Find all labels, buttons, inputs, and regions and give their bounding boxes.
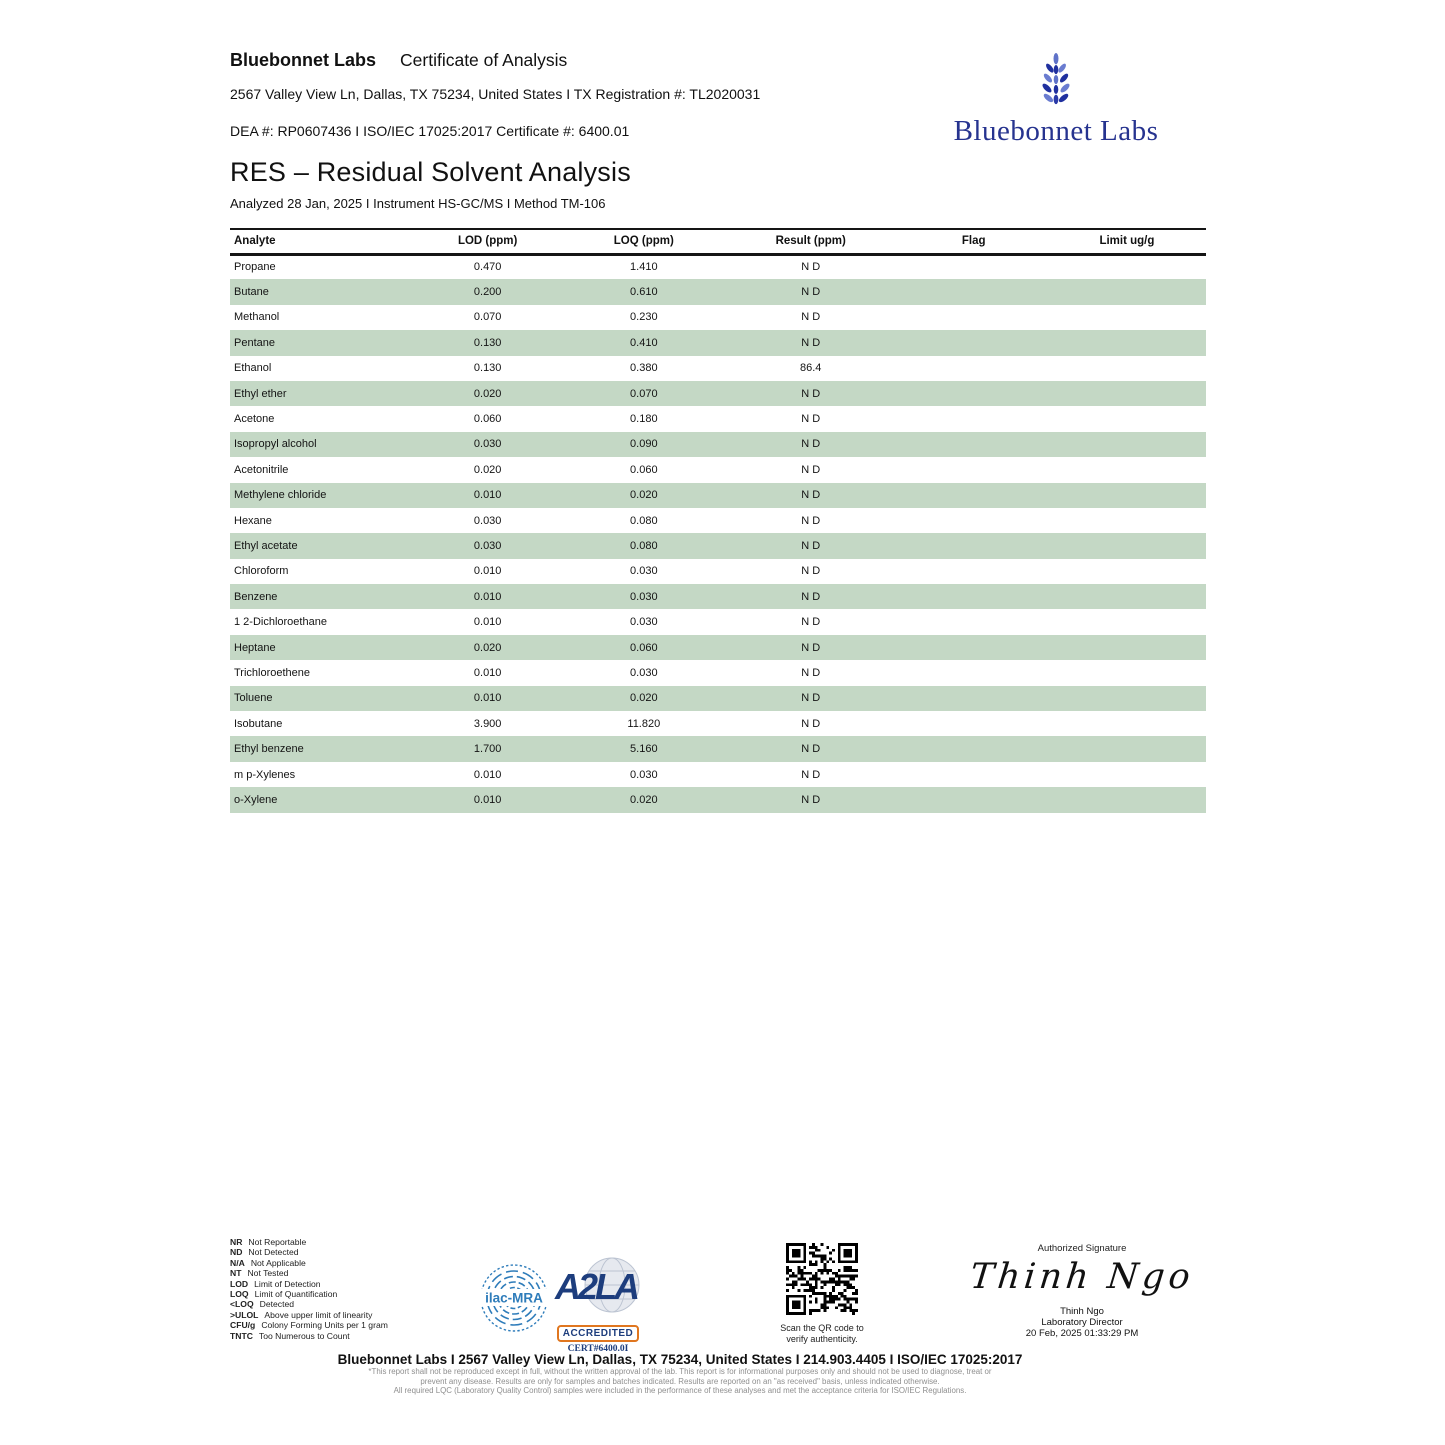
cell-loq: 0.060 xyxy=(630,463,658,476)
legend-item xyxy=(230,1320,388,1330)
cell-result: N D xyxy=(722,635,900,660)
table-row xyxy=(230,609,1206,634)
cell-lod: 0.020 xyxy=(473,463,502,476)
table-row xyxy=(230,736,1206,761)
cell-loq: 0.030 xyxy=(630,768,658,781)
cell-limit xyxy=(1048,279,1206,304)
legend-abbr: LOQ xyxy=(230,1289,249,1300)
cell-flag xyxy=(900,279,1048,304)
cell-loq: 0.020 xyxy=(566,787,722,812)
cell-flag xyxy=(900,584,1048,609)
cell-lod: 0.020 xyxy=(410,381,566,406)
cell-loq: 0.070 xyxy=(566,381,722,406)
table-header-row xyxy=(230,229,1206,254)
cell-analyte: o-Xylene xyxy=(230,787,410,812)
cell-result: N D xyxy=(801,413,821,426)
cell-limit xyxy=(1048,483,1206,508)
table-row xyxy=(230,787,1206,812)
cell-analyte: Benzene xyxy=(230,584,410,609)
cell-loq: 0.020 xyxy=(566,483,722,508)
cell-loq: 0.610 xyxy=(566,279,722,304)
cell-lod: 0.010 xyxy=(473,565,502,578)
legend-desc: Above upper limit of linearity xyxy=(264,1309,373,1320)
cell-lod: 0.470 xyxy=(473,261,502,274)
report-title-block xyxy=(230,157,631,211)
wheat-icon xyxy=(1035,52,1077,107)
cell-flag xyxy=(900,533,1048,558)
cell-result: N D xyxy=(801,514,821,527)
cell-loq: 0.230 xyxy=(630,311,658,324)
lab-logo xyxy=(928,52,1184,148)
cell-loq: 0.030 xyxy=(630,666,658,679)
cell-limit xyxy=(1048,254,1206,279)
qr-caption-line1: Scan the QR code to xyxy=(780,1323,864,1333)
cell-result: N D xyxy=(801,616,821,629)
legend-desc: Not Applicable xyxy=(250,1257,306,1268)
cell-loq: 0.030 xyxy=(566,584,722,609)
report-title: RES – Residual Solvent Analysis xyxy=(230,157,631,187)
table-row xyxy=(230,356,1206,381)
legend-item xyxy=(230,1289,388,1299)
cell-limit xyxy=(1048,533,1206,558)
signer-name: Thinh Ngo xyxy=(1060,1306,1104,1317)
cell-result: N D xyxy=(722,432,900,457)
cell-analyte: 1 2-Dichloroethane xyxy=(234,616,327,629)
table-row xyxy=(230,508,1206,533)
cell-flag xyxy=(900,483,1048,508)
cell-loq: 0.080 xyxy=(566,533,722,558)
cell-analyte: Acetonitrile xyxy=(234,463,289,476)
cell-flag xyxy=(900,508,1048,533)
col-header-lod: LOD (ppm) xyxy=(410,229,566,254)
cell-loq: 0.020 xyxy=(566,686,722,711)
cell-analyte: Ethyl ether xyxy=(230,381,410,406)
cell-analyte: Ethyl acetate xyxy=(230,533,410,558)
cell-lod: 0.010 xyxy=(473,616,502,629)
ilac-mra-logo xyxy=(478,1262,550,1334)
cell-flag xyxy=(900,305,1048,330)
cell-limit xyxy=(1048,584,1206,609)
cell-result: N D xyxy=(722,736,900,761)
cell-lod: 0.020 xyxy=(410,635,566,660)
cell-result: N D xyxy=(722,584,900,609)
cell-lod: 0.130 xyxy=(410,330,566,355)
cell-result: N D xyxy=(801,463,821,476)
cell-lod: 0.010 xyxy=(473,768,502,781)
cell-result: N D xyxy=(722,330,900,355)
lab-name: Bluebonnet Labs xyxy=(230,50,377,70)
legend-item xyxy=(230,1268,388,1278)
cell-analyte: Chloroform xyxy=(234,565,289,578)
legend-desc: Limit of Quantification xyxy=(254,1289,338,1300)
cell-analyte: Methylene chloride xyxy=(230,483,410,508)
authorized-signature-label: Authorized Signature xyxy=(1037,1243,1127,1254)
cell-analyte: Butane xyxy=(230,279,410,304)
legend-desc: Limit of Detection xyxy=(254,1278,321,1289)
legend-abbr: <LOQ xyxy=(230,1299,254,1310)
cell-analyte: m p-Xylenes xyxy=(234,768,296,781)
table-row xyxy=(230,330,1206,355)
legend-desc: Colony Forming Units per 1 gram xyxy=(261,1320,388,1331)
cell-result: N D xyxy=(801,666,821,679)
signature-block xyxy=(970,1243,1194,1339)
cell-lod: 0.010 xyxy=(473,666,502,679)
cell-analyte: Isopropyl alcohol xyxy=(230,432,410,457)
table-row xyxy=(230,762,1206,787)
cell-limit xyxy=(1048,635,1206,660)
table-row xyxy=(230,406,1206,431)
report-subtitle: Analyzed 28 Jan, 2025 I Instrument HS-GC/MS I Method TM-106 xyxy=(230,196,606,211)
cell-result: N D xyxy=(722,787,900,812)
cell-limit xyxy=(1048,787,1206,812)
legend-desc: Not Tested xyxy=(247,1268,289,1279)
legend-abbr: ND xyxy=(230,1247,243,1258)
cell-result: N D xyxy=(801,768,821,781)
table-row xyxy=(230,711,1206,736)
table-row xyxy=(230,584,1206,609)
qr-caption-line2: verify authenticity. xyxy=(786,1333,858,1344)
ilac-mra-seal-icon xyxy=(478,1262,550,1334)
cell-result: N D xyxy=(801,717,821,730)
qr-block xyxy=(772,1243,872,1344)
cell-lod: 0.030 xyxy=(473,514,502,527)
cell-loq: 0.090 xyxy=(566,432,722,457)
cell-lod: 0.070 xyxy=(473,311,502,324)
legend-item xyxy=(230,1299,388,1309)
cell-result: N D xyxy=(722,483,900,508)
cell-loq: 0.030 xyxy=(630,565,658,578)
cell-lod: 0.030 xyxy=(410,432,566,457)
cell-flag xyxy=(900,432,1048,457)
col-header-result: Result (ppm) xyxy=(722,229,900,254)
cell-lod: 3.900 xyxy=(473,717,502,730)
table-row xyxy=(230,635,1206,660)
cell-lod: 0.010 xyxy=(410,483,566,508)
document-type: Certificate of Analysis xyxy=(400,50,568,70)
table-row xyxy=(230,533,1206,558)
cell-analyte: Ethyl benzene xyxy=(230,736,410,761)
accredited-badge: ACCREDITED xyxy=(557,1325,640,1342)
col-header-limit: Limit ug/g xyxy=(1048,229,1206,254)
a2la-cert-number: CERT#6400.0I xyxy=(567,1344,629,1354)
legend-abbr: NT xyxy=(230,1268,242,1279)
cell-lod: 0.010 xyxy=(410,686,566,711)
cell-loq: 0.030 xyxy=(630,616,658,629)
abbreviation-legend xyxy=(230,1237,388,1341)
footer-disclaimer-1: *This report shall not be reproduced except in full, without the written approval of the lab. This report is for informational purposes only and should not be used to diagnose, treat or xyxy=(368,1367,992,1376)
legend-item xyxy=(230,1310,388,1320)
legend-item xyxy=(230,1247,388,1257)
header-title-line xyxy=(230,50,760,71)
lab-registration: DEA #: RP0607436 I ISO/IEC 17025:2017 Certificate #: 6400.01 xyxy=(230,123,630,139)
cell-flag xyxy=(900,686,1048,711)
col-header-loq: LOQ (ppm) xyxy=(566,229,722,254)
legend-item xyxy=(230,1258,388,1268)
cell-loq: 11.820 xyxy=(627,717,661,730)
legend-abbr: >ULOL xyxy=(230,1309,259,1320)
footer-disclaimer-3: All required LQC (Laboratory Quality Control) samples were included in the performance of these analyses and met the acceptance criteria for ISO/IEC Regulations. xyxy=(393,1386,967,1396)
cell-loq: 0.060 xyxy=(566,635,722,660)
cell-flag xyxy=(900,406,1048,431)
cell-result: N D xyxy=(722,533,900,558)
signature-script: Thinh Ngo xyxy=(968,1257,1196,1297)
table-row xyxy=(230,686,1206,711)
table-row xyxy=(230,432,1206,457)
a2la-letters: A2LA xyxy=(554,1266,638,1307)
cell-flag xyxy=(900,356,1048,381)
table-row xyxy=(230,483,1206,508)
cell-flag xyxy=(900,787,1048,812)
cell-analyte: Isobutane xyxy=(234,717,283,730)
cell-limit xyxy=(1048,609,1206,634)
table-row xyxy=(230,457,1206,482)
cell-result: N D xyxy=(801,261,821,274)
cell-analyte: Propane xyxy=(234,261,276,274)
cell-lod: 0.010 xyxy=(410,584,566,609)
cell-analyte: Heptane xyxy=(230,635,410,660)
a2la-logo xyxy=(551,1256,645,1354)
cell-lod: 0.130 xyxy=(473,362,502,375)
cell-limit xyxy=(1048,711,1206,736)
cell-analyte: Hexane xyxy=(234,514,272,527)
legend-abbr: N/A xyxy=(230,1257,245,1268)
cell-flag xyxy=(900,381,1048,406)
cell-limit xyxy=(1048,736,1206,761)
table-row xyxy=(230,381,1206,406)
legend-desc: Not Detected xyxy=(248,1247,299,1258)
cell-flag xyxy=(900,330,1048,355)
legend-item xyxy=(230,1279,388,1289)
qr-code xyxy=(786,1243,858,1315)
cell-loq: 0.080 xyxy=(630,514,658,527)
cell-analyte: Ethanol xyxy=(234,362,272,375)
cell-limit xyxy=(1048,381,1206,406)
cell-analyte: Acetone xyxy=(234,413,275,426)
lab-header xyxy=(230,50,760,139)
cell-flag xyxy=(900,736,1048,761)
cell-flag xyxy=(900,660,1048,685)
logo-wordmark: Bluebonnet Labs xyxy=(953,115,1159,147)
cell-limit xyxy=(1048,457,1206,482)
cell-loq: 0.380 xyxy=(630,362,658,375)
cell-result: N D xyxy=(801,565,821,578)
cell-result: N D xyxy=(722,381,900,406)
table-row xyxy=(230,279,1206,304)
legend-abbr: CFU/g xyxy=(230,1320,256,1331)
cell-lod: 0.010 xyxy=(410,787,566,812)
cell-flag xyxy=(900,635,1048,660)
qr-caption xyxy=(772,1323,872,1344)
cell-loq: 5.160 xyxy=(566,736,722,761)
cell-limit xyxy=(1048,559,1206,584)
legend-desc: Detected xyxy=(259,1299,295,1310)
cell-flag xyxy=(900,254,1048,279)
cell-limit xyxy=(1048,660,1206,685)
cell-flag xyxy=(900,609,1048,634)
cell-lod: 0.200 xyxy=(410,279,566,304)
col-header-analyte: Analyte xyxy=(230,229,410,254)
cell-result: N D xyxy=(801,311,821,324)
cell-flag xyxy=(900,457,1048,482)
legend-abbr: TNTC xyxy=(230,1330,253,1341)
results-table xyxy=(230,228,1206,813)
cell-flag xyxy=(900,559,1048,584)
signature-datetime: 20 Feb, 2025 01:33:29 PM xyxy=(1025,1328,1139,1339)
table-row xyxy=(230,660,1206,685)
page-footer xyxy=(0,1352,1360,1396)
cell-lod: 0.030 xyxy=(410,533,566,558)
cell-flag xyxy=(900,711,1048,736)
cell-loq: 0.410 xyxy=(566,330,722,355)
cell-limit xyxy=(1048,762,1206,787)
cell-loq: 1.410 xyxy=(630,261,658,274)
legend-item xyxy=(230,1237,388,1247)
table-row xyxy=(230,254,1206,279)
cell-limit xyxy=(1048,432,1206,457)
footer-disclaimer-2: prevent any disease. Results are only for samples and batches indicated. Results are reported on an "as received" basis, unless indicated otherwise. xyxy=(420,1376,940,1386)
signer-role: Laboratory Director xyxy=(1041,1317,1123,1328)
cell-analyte: Pentane xyxy=(230,330,410,355)
col-header-flag: Flag xyxy=(900,229,1048,254)
footer-contact: Bluebonnet Labs I 2567 Valley View Ln, Dallas, TX 75234, United States I 214.903.4405 I ISO/IEC 17025:2017 xyxy=(337,1352,1023,1367)
cell-analyte: Toluene xyxy=(230,686,410,711)
cell-lod: 1.700 xyxy=(410,736,566,761)
legend-desc: Not Reportable xyxy=(248,1237,307,1247)
table-row xyxy=(230,305,1206,330)
cell-lod: 0.060 xyxy=(473,413,502,426)
table-row xyxy=(230,559,1206,584)
cell-flag xyxy=(900,762,1048,787)
lab-address: 2567 Valley View Ln, Dallas, TX 75234, United States I TX Registration #: TL2020031 xyxy=(230,86,761,102)
legend-abbr: LOD xyxy=(230,1278,249,1289)
cell-result: N D xyxy=(722,279,900,304)
legend-abbr: NR xyxy=(230,1237,243,1247)
cell-analyte: Methanol xyxy=(234,311,280,324)
cell-limit xyxy=(1048,356,1206,381)
cell-result: N D xyxy=(722,686,900,711)
cell-loq: 0.180 xyxy=(630,413,658,426)
legend-desc: Too Numerous to Count xyxy=(258,1330,350,1341)
a2la-globe-icon xyxy=(552,1256,644,1318)
cell-limit xyxy=(1048,330,1206,355)
ilac-mra-label: ilac-MRA xyxy=(485,1290,543,1306)
cell-result: 86.4 xyxy=(799,362,822,375)
legend-item xyxy=(230,1331,388,1341)
cell-analyte: Trichloroethene xyxy=(234,666,311,679)
cell-limit xyxy=(1048,305,1206,330)
cell-limit xyxy=(1048,508,1206,533)
cell-limit xyxy=(1048,686,1206,711)
cell-limit xyxy=(1048,406,1206,431)
